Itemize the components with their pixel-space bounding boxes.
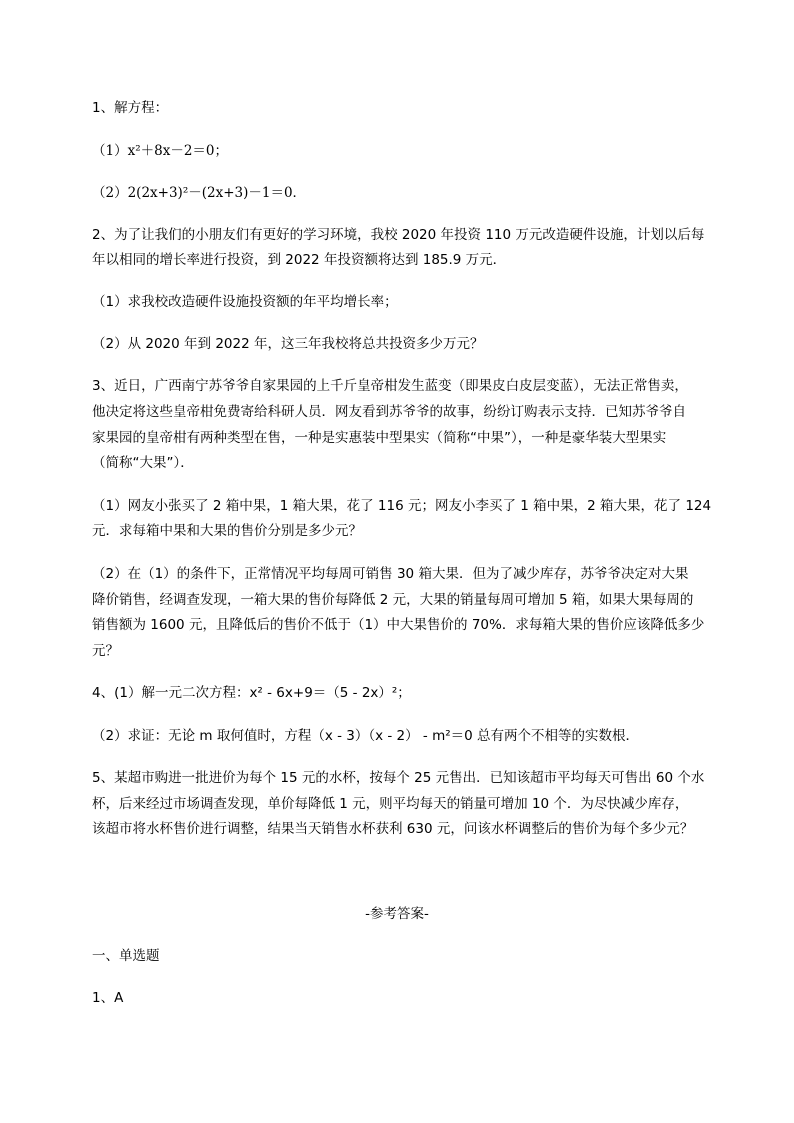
- question-3-part-2-line-1: （2）在（1）的条件下，正常情况平均每周可销售 30 箱大果．但为了减少库存，苏爷爷决定对大果: [92, 566, 689, 582]
- question-5-line-2: 杯，后来经过市场调查发现，单价每降低 1 元，则平均每天的销量可增加 10 个．为尽快减少库存，: [92, 796, 689, 812]
- question-3-line-4: （简称“大果”）．: [92, 455, 194, 471]
- question-3-part-1-line-1: （1）网友小张买了 2 箱中果，1 箱大果，花了 116 元；网友小李买了 1 箱中果，2 箱大果，花了 124: [92, 498, 712, 514]
- question-2-part-2: （2）从 2020 年到 2022 年，这三年我校将总共投资多少万元？: [92, 336, 484, 352]
- question-4-part-1: 4、(1）解一元二次方程：x² - 6x+9＝（5 - 2x）²；: [92, 685, 411, 701]
- question-3-line-1: 3、近日，广西南宁苏爷爷自家果园的上千斤皇帝柑发生蓝变（即果皮白皮层变蓝），无法正常售卖，: [92, 378, 688, 394]
- question-3-part-2-line-2: 降价销售，经调查发现，一箱大果的售价每降低 2 元，大果的销量每周可增加 5 箱，如果大果每周的: [92, 592, 694, 608]
- answer-heading: -参考答案-: [365, 906, 429, 922]
- question-1-title: 1、解方程：: [92, 100, 169, 116]
- answer-section-title: 一、单选题: [92, 948, 160, 964]
- question-5-line-3: 该超市将水杯售价进行调整，结果当天销售水杯获利 630 元，问该水杯调整后的售价为每个多少元？: [92, 821, 694, 837]
- question-1-part-1: （1）x²＋8x－2＝0；: [92, 143, 228, 159]
- question-4-part-2: （2）求证：无论 m 取何值时，方程（x - 3）（x - 2） - m²＝0 总有两个不相等的实数根．: [92, 728, 640, 744]
- question-3-line-3: 家果园的皇帝柑有两种类型在售，一种是实惠装中型果实（简称“中果”），一种是豪华装大型果实: [92, 430, 667, 446]
- question-3-part-2-line-3: 销售额为 1600 元，且降低后的售价不低于（1）中大果售价的 70%．求每箱大果的售价应该降低多少: [92, 617, 705, 633]
- question-3-line-2: 他决定将这些皇帝柑免费寄给科研人员．网友看到苏爷爷的故事，纷纷订购表示支持．已知苏爷爷自: [92, 404, 686, 420]
- question-3-part-2-line-4: 元？: [92, 643, 119, 659]
- question-2-part-1: （1）求我校改造硬件设施投资额的年平均增长率；: [92, 294, 398, 310]
- question-3-part-1-line-2: 元．求每箱中果和大果的售价分别是多少元？: [92, 523, 362, 539]
- question-2-line-1: 2、为了让我们的小朋友们有更好的学习环境，我校 2020 年投资 110 万元改造硬件设施，计划以后每: [92, 227, 705, 243]
- answer-item-1: 1、A: [92, 990, 124, 1006]
- question-1-part-2: （2）2(2x+3)²－(2x+3)－1＝0．: [92, 185, 307, 201]
- question-5-line-1: 5、某超市购进一批进价为每个 15 元的水杯，按每个 25 元售出．已知该超市平均每天可售出 60 个水: [92, 770, 705, 786]
- question-2-line-2: 年以相同的增长率进行投资，到 2022 年投资额将达到 185.9 万元．: [92, 252, 507, 268]
